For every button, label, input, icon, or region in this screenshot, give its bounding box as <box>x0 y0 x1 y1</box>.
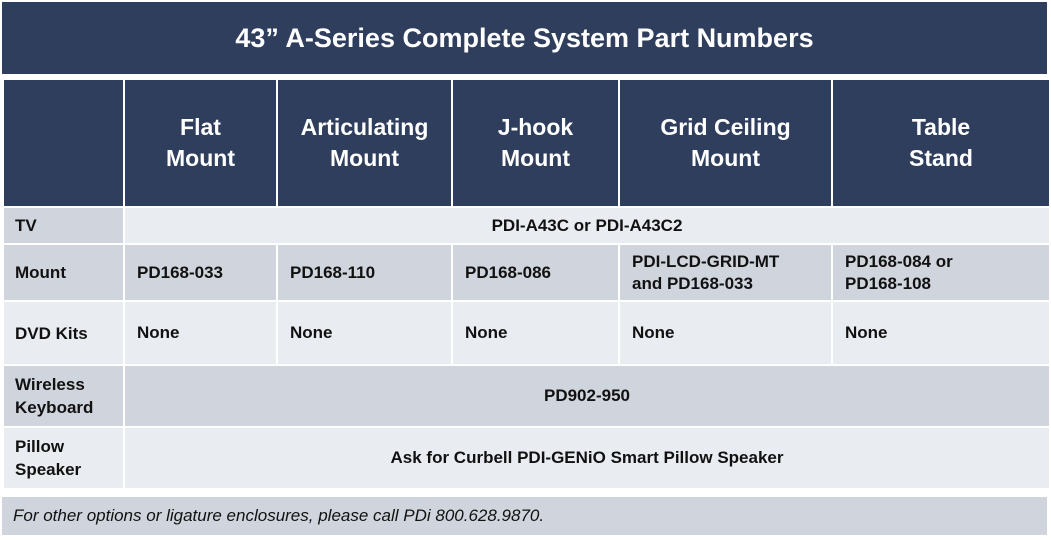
mount-articulating-cell: PD168-110 <box>277 244 452 301</box>
mount-table-stand-cell: PD168-084 or PD168-108 <box>832 244 1050 301</box>
column-header-jhook-mount: J-hook Mount <box>452 79 619 207</box>
row-label-tv: TV <box>3 207 124 244</box>
dvd-flat-cell: None <box>124 301 277 365</box>
table-row-dvd-kits <box>3 301 1050 365</box>
row-label-pillow-speaker: Pillow Speaker <box>3 427 124 489</box>
row-label-mount: Mount <box>3 244 124 301</box>
row-label-wireless-keyboard: Wireless Keyboard <box>3 365 124 427</box>
part-numbers-table <box>2 78 1051 490</box>
table-row-pillow-speaker <box>3 427 1050 489</box>
dvd-articulating-cell: None <box>277 301 452 365</box>
column-header-grid-ceiling-mount: Grid Ceiling Mount <box>619 79 832 207</box>
mount-grid-ceiling-cell: PDI-LCD-GRID-MT and PD168-033 <box>619 244 832 301</box>
dvd-table-stand-cell: None <box>832 301 1050 365</box>
tv-part-number: PDI-A43C or PDI-A43C2 <box>124 207 1050 244</box>
mount-flat-cell: PD168-033 <box>124 244 277 301</box>
column-header-articulating-mount: Articulating Mount <box>277 79 452 207</box>
footnote: For other options or ligature enclosures, please call PDi 800.628.9870. <box>2 497 1047 535</box>
column-header-flat-mount: Flat Mount <box>124 79 277 207</box>
column-header-table-stand: Table Stand <box>832 79 1050 207</box>
header-corner-cell <box>3 79 124 207</box>
dvd-grid-ceiling-cell: None <box>619 301 832 365</box>
table-row-mount <box>3 244 1050 301</box>
mount-jhook-cell: PD168-086 <box>452 244 619 301</box>
table-header-row <box>3 79 1050 207</box>
table-row-tv <box>3 207 1050 244</box>
row-label-dvd-kits: DVD Kits <box>3 301 124 365</box>
dvd-jhook-cell: None <box>452 301 619 365</box>
table-row-wireless-keyboard <box>3 365 1050 427</box>
keyboard-part-number: PD902-950 <box>124 365 1050 427</box>
pillow-speaker-part-number: Ask for Curbell PDI-GENiO Smart Pillow Speaker <box>124 427 1050 489</box>
page-title: 43” A-Series Complete System Part Numbers <box>2 2 1047 75</box>
